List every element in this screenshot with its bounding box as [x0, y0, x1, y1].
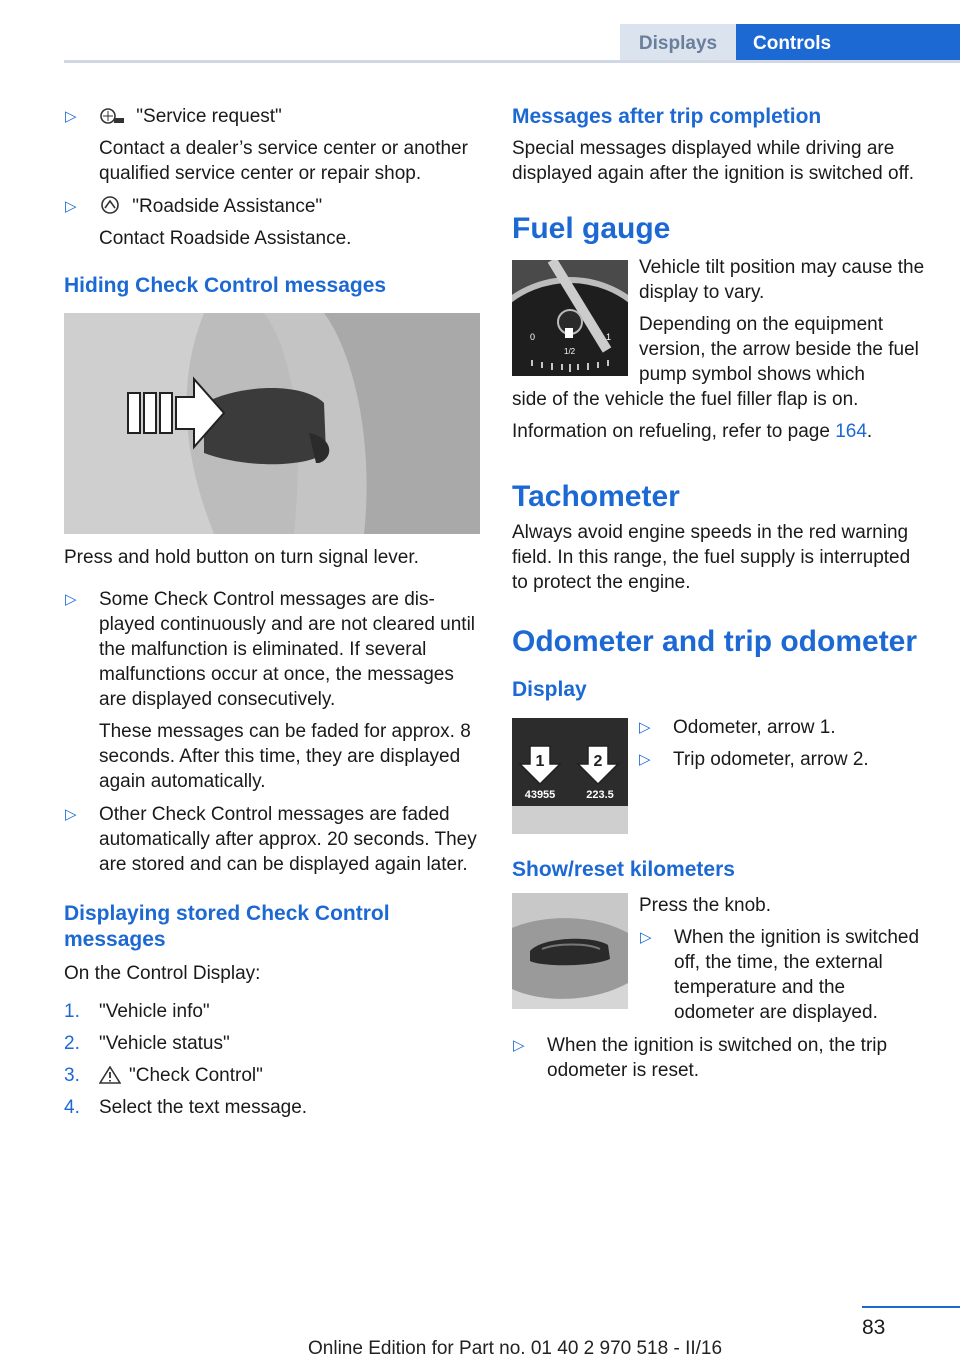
- odometer-display-block: [512, 715, 928, 833]
- warning-triangle-icon: [99, 1066, 121, 1084]
- reset-kilometers-heading: Show/reset kilometers: [512, 858, 735, 881]
- hiding-heading: Hiding Check Control messages: [64, 274, 387, 297]
- odometer-arrow-number: 1: [535, 753, 545, 770]
- bullet-marker: ▷: [65, 806, 77, 823]
- fuel-gauge-block: [512, 255, 928, 444]
- trip-odometer-item-text: Trip odometer, arrow 2.: [673, 749, 869, 770]
- press-hold-text: Press and hold button on turn signal lever.: [64, 547, 419, 568]
- refueling-reference-text: Information on refueling, refer to page: [512, 421, 830, 442]
- steps-list: [64, 999, 480, 1120]
- refueling-page-link[interactable]: 164: [835, 421, 867, 442]
- bullet-marker: ▷: [65, 198, 77, 215]
- fuel-gauge-heading: Fuel gauge: [512, 212, 671, 245]
- service-request-text: Contact a dealer’s service center or another qualified service center or repair shop.: [99, 138, 468, 184]
- step-item: [64, 1031, 480, 1056]
- messages-after-trip-heading: Messages after trip completion: [512, 105, 822, 128]
- display-heading: Display: [512, 678, 587, 701]
- list-item-continuous: [64, 587, 480, 794]
- service-request-title: "Service request": [136, 106, 282, 127]
- step-number: 4.: [64, 1097, 80, 1118]
- ignition-off-text: When the ignition is switched off, the time, the external temperature and the odometer are displayed.: [674, 927, 920, 1023]
- gauge-half-label: 1/2: [564, 347, 576, 356]
- list-item-service-request: [64, 104, 480, 186]
- fuel-arrow-text: Depending on the equipment version, the arrow beside the fuel pump symbol shows which: [639, 314, 919, 385]
- bullet-marker: ▷: [639, 719, 651, 736]
- list-item-trip-odometer: [638, 747, 928, 772]
- list-item-ignition-on: [512, 1033, 928, 1083]
- step-item: [64, 1063, 480, 1088]
- step-text: "Vehicle status": [99, 1033, 230, 1054]
- step-number: 3.: [64, 1065, 80, 1086]
- header-chapter-tab: Controls: [736, 24, 960, 63]
- odometer-value: 43955: [524, 789, 556, 801]
- step-item: [64, 1095, 480, 1120]
- roadside-text: Contact Roadside Assistance.: [99, 228, 352, 249]
- odometer-item-text: Odometer, arrow 1.: [673, 717, 836, 738]
- reset-press-text: Press the knob.: [639, 895, 772, 916]
- reset-block: [512, 893, 928, 1083]
- online-edition-text: Online Edition for Part no. 01 40 2 970 518 - II/16: [308, 1338, 723, 1359]
- list-item-ignition-off: [639, 925, 928, 1025]
- step-number: 1.: [64, 1001, 80, 1022]
- step-text: "Check Control": [129, 1065, 263, 1086]
- header-section-tab: Displays: [620, 24, 736, 63]
- odometer-knob-image: [512, 893, 628, 1009]
- trip-value: 223.5: [586, 789, 614, 801]
- bullet-marker: ▷: [65, 108, 77, 125]
- fuel-gauge-image: [512, 260, 628, 376]
- step-number: 2.: [64, 1033, 80, 1054]
- note2-paragraph: Other Check Control messages are faded automatically after approx. 20 seconds. They are stored and can be displayed again later.: [99, 804, 477, 875]
- control-display-intro: On the Control Display:: [64, 963, 261, 984]
- bullet-marker: ▷: [639, 751, 651, 768]
- fuel-arrow-text-cont: side of the vehicle the fuel filler flap is on.: [512, 389, 859, 410]
- fuel-tilt-text: Vehicle tilt position may cause the display to vary.: [639, 257, 925, 303]
- roadside-title: "Roadside Assistance": [132, 196, 323, 217]
- gauge-empty-label: 0: [530, 332, 536, 342]
- list-item-faded: [64, 802, 480, 877]
- tachometer-text: Always avoid engine speeds in the red warning field. In this range, the fuel supply is interrupted to protect the engine.: [512, 522, 911, 593]
- tachometer-heading: Tachometer: [512, 480, 680, 513]
- odometer-heading: Odometer and trip odometer: [512, 625, 918, 658]
- footer-rule: [862, 1306, 960, 1308]
- list-item-roadside: [64, 194, 480, 251]
- messages-after-trip-text: Special messages displayed while driving are displayed again after the ignition is switched off.: [512, 138, 915, 184]
- stored-messages-heading: Displaying stored Check Control messages: [64, 902, 390, 951]
- bullet-marker: ▷: [65, 591, 77, 608]
- bullet-marker: ▷: [513, 1037, 525, 1054]
- note1-paragraph-a: Some Check Control messages are displayed continuously and are not cleared until the malfunction is eliminated. If several malfunctions occur at once, the messages are displayed consecutively.: [99, 589, 476, 710]
- bullet-marker: ▷: [640, 929, 652, 946]
- note1-paragraph-b: These messages can be faded for approx. 8 seconds. After this time, they are displayed again automatically.: [99, 721, 471, 792]
- step-item: [64, 999, 480, 1024]
- right-column: [512, 104, 928, 1090]
- gauge-full-label: 1: [606, 332, 612, 342]
- ignition-on-text: When the ignition is switched on, the trip odometer is reset.: [547, 1035, 888, 1081]
- header-rule: [64, 60, 960, 63]
- page-number: 83: [862, 1316, 886, 1339]
- step-text: "Vehicle info": [99, 1001, 210, 1022]
- odometer-display-image: [512, 718, 628, 834]
- refueling-reference: Information on refueling, refer to page 164.: [512, 421, 873, 442]
- left-column: [64, 104, 480, 1127]
- trip-arrow-number: 2: [593, 753, 603, 770]
- step-text: Select the text message.: [99, 1097, 308, 1118]
- turn-signal-lever-image: [64, 313, 480, 534]
- service-request-icon: [99, 107, 125, 125]
- roadside-assistance-icon: [99, 195, 121, 215]
- list-item-odometer: [638, 715, 928, 740]
